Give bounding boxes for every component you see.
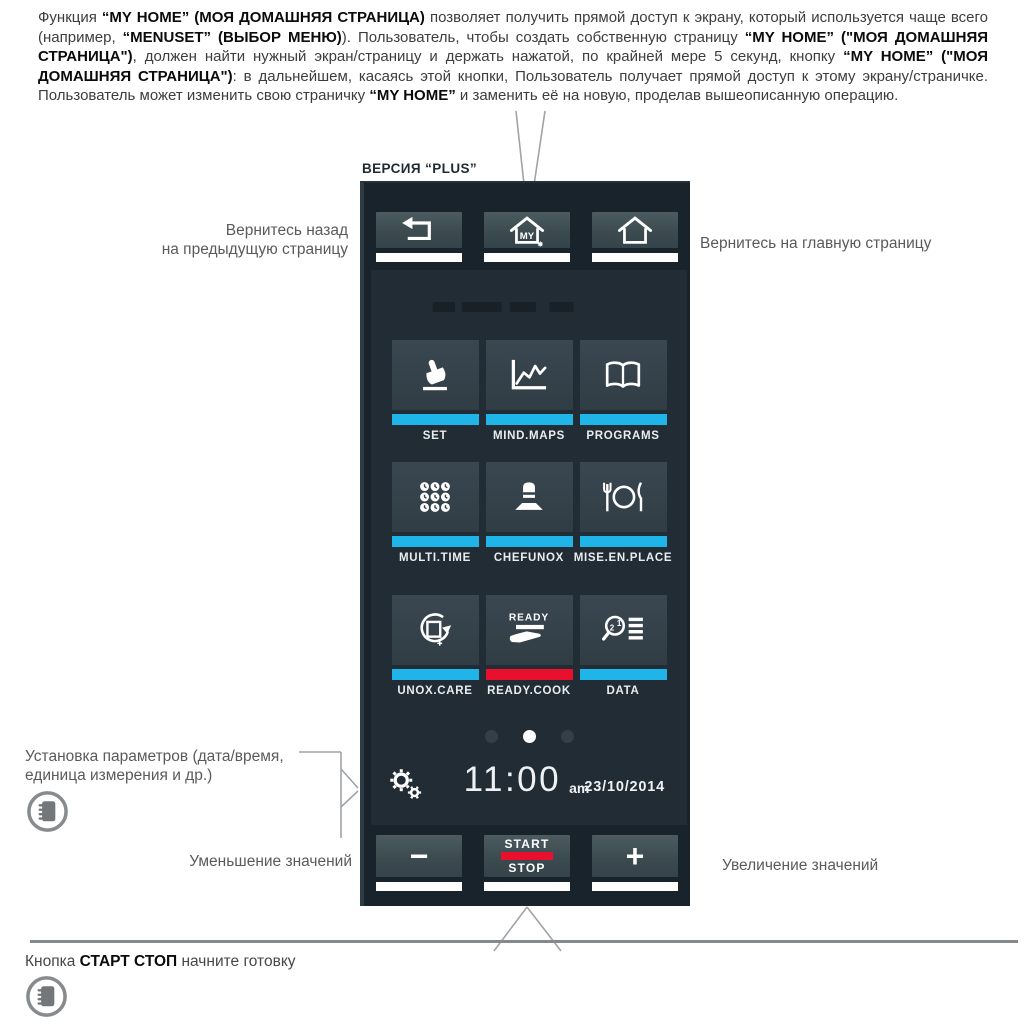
multi-clock-grid-icon (415, 478, 455, 516)
home-button-callout: Вернитесь на главную страницу (700, 235, 932, 252)
svg-text:MY: MY (519, 230, 535, 242)
tile-label: SET (422, 430, 448, 442)
tile-unox-care[interactable] (392, 595, 479, 665)
magnifier-list-icon (600, 613, 646, 647)
decrease-callout: Уменьшение значений (189, 853, 352, 870)
tile-accent-bar (392, 414, 479, 425)
time-value: 11:00 (463, 760, 562, 799)
version-label: ВЕРСИЯ “PLUS” (362, 161, 478, 176)
button-underline (376, 253, 462, 262)
svg-text:READY: READY (508, 612, 550, 624)
tile-accent-bar (580, 669, 667, 680)
tile-accent-bar (486, 669, 573, 680)
gear-icon (387, 766, 425, 802)
touch-hand-icon (413, 356, 457, 394)
plate-cutlery-icon (599, 479, 647, 515)
chef-hat-icon (507, 478, 551, 516)
line-chart-icon (506, 357, 552, 393)
tile-mise-en-place[interactable] (580, 462, 667, 532)
back-button[interactable] (376, 212, 462, 248)
decrease-button[interactable] (376, 835, 462, 877)
back-button-callout: Вернитесь назад на предыдущую страницу (161, 222, 348, 258)
tile-label: DATA (606, 685, 640, 697)
tile-multi-time[interactable] (392, 462, 479, 532)
back-arrow-icon (397, 215, 441, 245)
tile-label: MIND.MAPS (492, 430, 566, 442)
open-book-icon (600, 359, 646, 392)
increase-button[interactable] (592, 835, 678, 877)
svg-text:1: 1 (616, 618, 622, 628)
svg-text:2: 2 (609, 623, 615, 633)
button-underline (592, 882, 678, 891)
tile-programs[interactable] (580, 340, 667, 410)
manual-note-icon (25, 789, 70, 839)
increase-callout: Увеличение значений (722, 857, 879, 874)
bottom-button-row (376, 835, 678, 891)
start-stop-caption: Кнопка СТАРТ СТОП начните готовку (25, 953, 296, 970)
start-label: START (504, 837, 550, 852)
meridiem: am (569, 780, 590, 796)
home-icon (612, 214, 658, 247)
tile-accent-bar (486, 536, 573, 547)
clock (464, 762, 590, 797)
intro-paragraph: Функция “MY HOME” (МОЯ ДОМАШНЯЯ СТРАНИЦА) позволяет получить прямой доступ к экрану, который используется чаще всего (например, “MENUSET” (ВЫБОР МЕНЮ)). Пользователь, чтобы создать собственную страницу “MY HOME” ("МОЯ ДОМАШНЯЯ СТРАНИЦА"), должен найти нужный экран/страницу и держать нажатой, по крайней мере 5 секунд, кнопку “MY HOME” ("МОЯ ДОМАШНЯЯ СТРАНИЦА"): в дальнейшем, касаясь этой кнопки, Пользователь получает прямой доступ к этому экрану/страничке. Пользователь может изменить свою страничку “MY HOME” и заменить её на новую, проделав вышеописанную операцию. (38, 9, 989, 104)
footer-divider (30, 940, 1018, 943)
button-underline (484, 882, 570, 891)
tile-label: PROGRAMS (586, 430, 660, 442)
tile-accent-bar (392, 536, 479, 547)
sparkle-icon (538, 241, 543, 246)
tile-mind-maps[interactable] (486, 340, 573, 410)
tile-set[interactable] (392, 340, 479, 410)
tile-label: UNOX.CARE (397, 685, 473, 697)
home-button[interactable] (592, 212, 678, 248)
tile-accent-bar (580, 536, 667, 547)
touch-screen (371, 270, 687, 825)
page-dot[interactable] (561, 730, 574, 743)
start-stop-button[interactable] (484, 835, 570, 877)
settings-callout-bracket (299, 752, 358, 838)
tile-label: READY.COOK (487, 685, 571, 697)
top-button-row (376, 212, 678, 262)
button-underline (592, 253, 678, 262)
tile-accent-bar (580, 414, 667, 425)
tile-label: MULTI.TIME (399, 552, 471, 564)
stop-label: STOP (508, 860, 546, 875)
tile-data[interactable] (580, 595, 667, 665)
settings-button[interactable] (387, 766, 425, 807)
manual-note-icon (24, 974, 69, 1024)
my-home-icon (504, 214, 550, 247)
control-panel (360, 181, 690, 906)
start-stop-callout-line-left (494, 907, 527, 951)
date-value: 23/10/2014 (584, 779, 665, 795)
faint-screen-text (433, 302, 605, 312)
tile-label: CHEFUNOX (493, 552, 565, 564)
tile-accent-bar (392, 669, 479, 680)
start-stop-callout-line-right (527, 907, 561, 951)
ready-hand-tray-icon (504, 610, 554, 650)
button-underline (484, 253, 570, 262)
tile-accent-bar (486, 414, 573, 425)
page-dot-active[interactable] (523, 730, 536, 743)
plus-icon: + (625, 838, 645, 874)
tile-chefunox[interactable] (486, 462, 573, 532)
button-underline (376, 882, 462, 891)
rotation-door-icon (413, 611, 457, 649)
page-dot[interactable] (485, 730, 498, 743)
minus-icon: − (409, 838, 429, 874)
tile-ready-cook[interactable] (486, 595, 573, 665)
my-home-button[interactable] (484, 212, 570, 248)
tile-label: MISE.EN.PLACE (573, 552, 673, 564)
start-stop-red-bar (501, 852, 553, 860)
settings-callout: Установка параметров (дата/время, единица измерения и др.) (25, 748, 284, 784)
page-dots (371, 730, 687, 743)
